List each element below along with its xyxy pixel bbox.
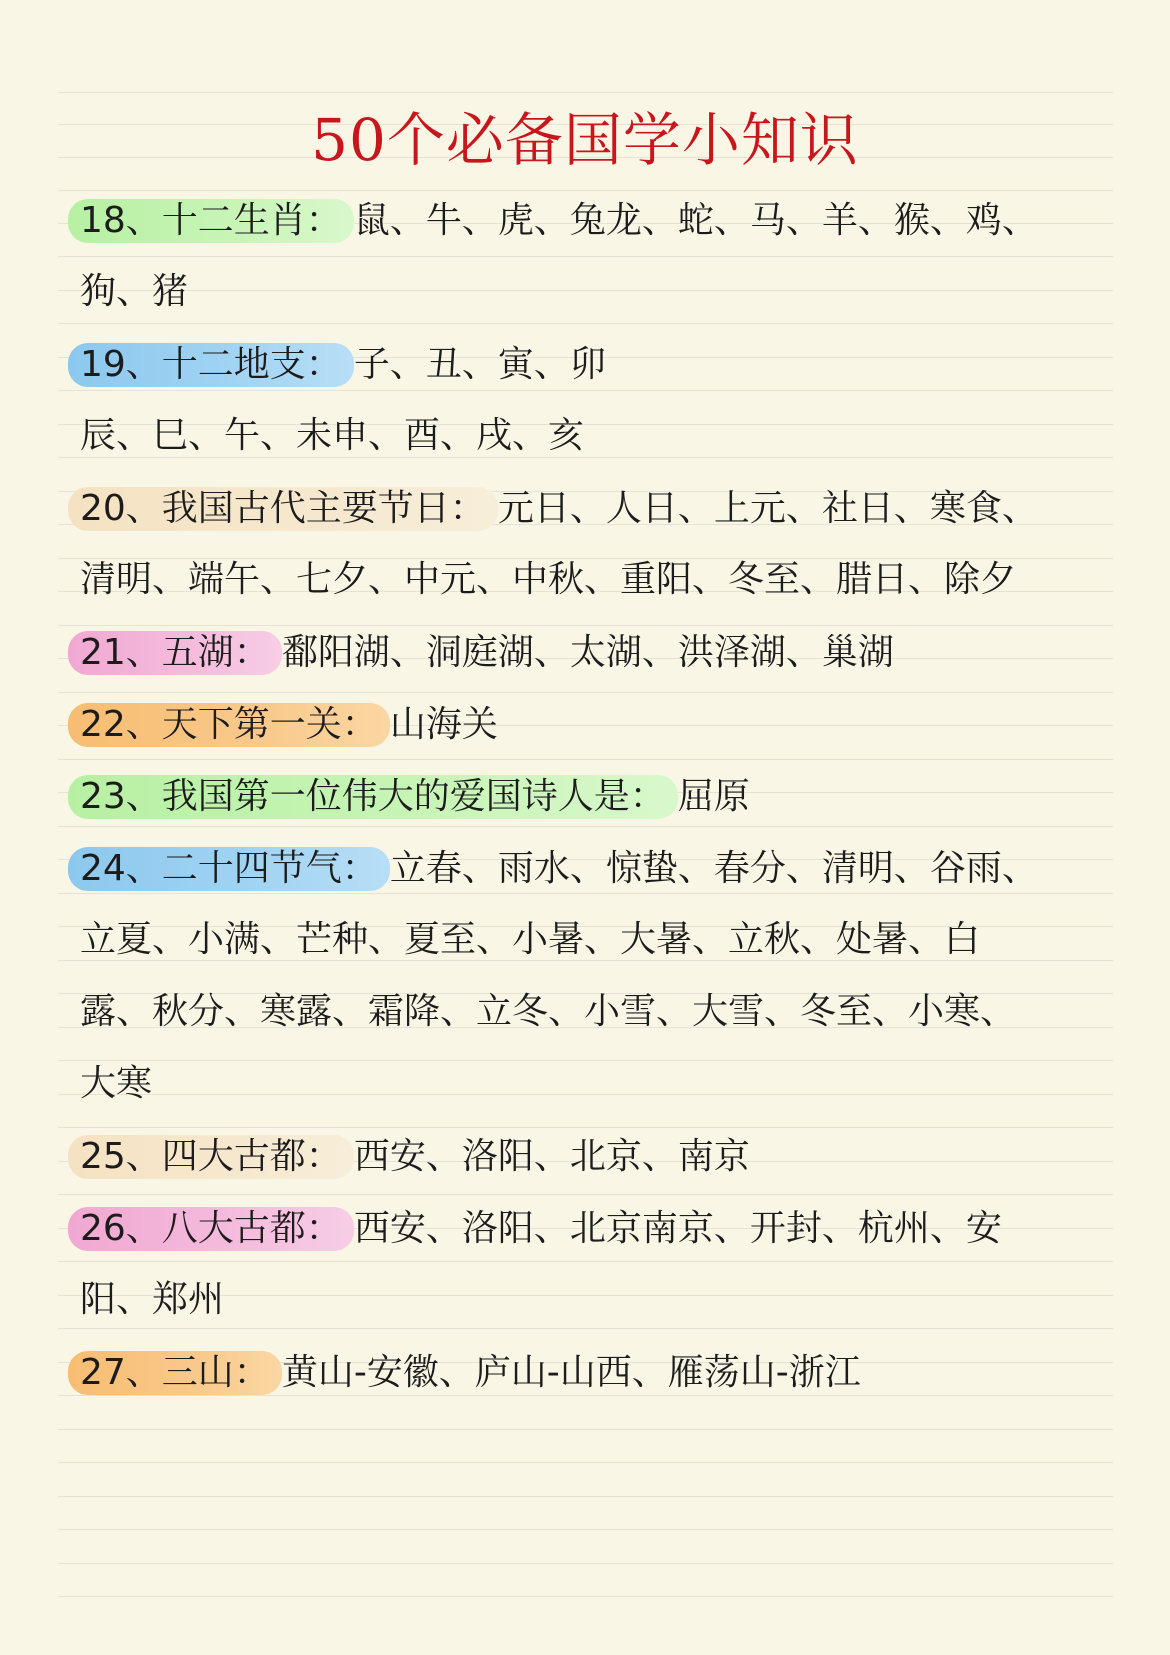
ruled-line bbox=[58, 1496, 1113, 1497]
ruled-line bbox=[58, 1060, 1113, 1061]
item-24-label: 24、二十四节气： bbox=[68, 847, 390, 891]
item-24-line-3: 露、秋分、寒露、霜降、立冬、小雪、大雪、冬至、小寒、 bbox=[80, 991, 1017, 1032]
ruled-line bbox=[58, 1563, 1113, 1564]
ruled-line bbox=[58, 1429, 1113, 1430]
item-23-content: 屈原 bbox=[677, 776, 750, 817]
item-18-label: 18、十二生肖： bbox=[68, 199, 354, 243]
ruled-line bbox=[58, 692, 1113, 693]
item-22-content: 山海关 bbox=[389, 704, 498, 745]
ruled-line bbox=[58, 1529, 1113, 1530]
ruled-line bbox=[58, 1596, 1113, 1597]
ruled-line bbox=[58, 1462, 1113, 1463]
item-25-label: 25、四大古都： bbox=[68, 1135, 354, 1179]
ruled-line bbox=[58, 1194, 1113, 1195]
item-18-line-1 bbox=[80, 190, 1038, 250]
item-26-line-1 bbox=[80, 1198, 1002, 1258]
ruled-line bbox=[58, 1094, 1113, 1095]
page-title: 50个必备国学小知识 bbox=[311, 106, 859, 174]
item-24-content: 立春、雨水、惊蛰、春分、清明、谷雨、 bbox=[389, 848, 1038, 889]
item-27-content: 黄山-安徽、庐山-山西、雁荡山-浙江 bbox=[281, 1352, 861, 1393]
item-22-label: 22、天下第一关： bbox=[68, 703, 390, 747]
item-19-label: 19、十二地支： bbox=[68, 343, 354, 387]
ruled-line bbox=[58, 323, 1113, 324]
item-19-line-1 bbox=[80, 334, 606, 394]
item-26-content: 西安、洛阳、北京南京、开封、杭州、安 bbox=[353, 1208, 1002, 1249]
item-27-line-1 bbox=[80, 1342, 861, 1402]
item-20-label: 20、我国古代主要节日： bbox=[68, 487, 498, 531]
item-24-line-1 bbox=[80, 838, 1038, 898]
item-27-label: 27、三山： bbox=[68, 1351, 282, 1395]
item-24-line-4: 大寒 bbox=[80, 1063, 153, 1104]
item-23-line-1 bbox=[80, 766, 750, 826]
item-19-content: 子、丑、寅、卯 bbox=[353, 344, 606, 385]
item-20-content: 元日、人日、上元、社日、寒食、 bbox=[497, 488, 1038, 529]
item-21-content: 鄱阳湖、洞庭湖、太湖、洪泽湖、巢湖 bbox=[281, 632, 894, 673]
item-19-line-2: 辰、巳、午、未申、酉、戌、亥 bbox=[80, 415, 585, 456]
item-24-line-2: 立夏、小满、芒种、夏至、小暑、大暑、立秋、处暑、白 bbox=[80, 919, 981, 960]
item-18-content: 鼠、牛、虎、兔龙、蛇、马、羊、猴、鸡、 bbox=[353, 200, 1038, 241]
ruled-line bbox=[58, 1261, 1113, 1262]
item-21-line-1 bbox=[80, 622, 894, 682]
ruled-line bbox=[58, 92, 1113, 93]
item-20-line-2: 清明、端午、七夕、中元、中秋、重阳、冬至、腊日、除夕 bbox=[80, 559, 1017, 600]
ruled-line bbox=[58, 256, 1113, 257]
item-25-line-1 bbox=[80, 1126, 750, 1186]
item-22-line-1 bbox=[80, 694, 498, 754]
ruled-line bbox=[58, 290, 1113, 291]
item-21-label: 21、五湖： bbox=[68, 631, 282, 675]
item-20-line-1 bbox=[80, 478, 1038, 538]
ruled-line bbox=[58, 826, 1113, 827]
item-26-label: 26、八大古都： bbox=[68, 1207, 354, 1251]
item-23-label: 23、我国第一位伟大的爱国诗人是： bbox=[68, 775, 678, 819]
ruled-line bbox=[58, 759, 1113, 760]
item-26-line-2: 阳、郑州 bbox=[80, 1279, 225, 1320]
item-25-content: 西安、洛阳、北京、南京 bbox=[353, 1136, 750, 1177]
item-18-line-2: 狗、猪 bbox=[80, 271, 189, 312]
